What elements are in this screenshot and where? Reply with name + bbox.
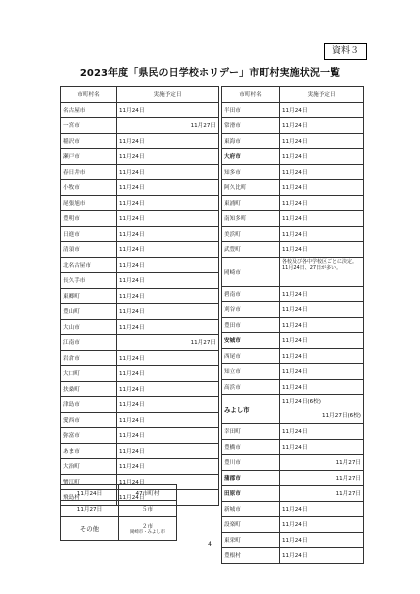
table-row xyxy=(61,443,219,459)
table-row xyxy=(61,133,219,149)
table-row xyxy=(222,486,364,502)
table-row xyxy=(222,149,364,165)
city-cell: 豊川市 xyxy=(222,455,280,471)
table-row xyxy=(222,226,364,242)
date-cell: 11月24日 xyxy=(117,412,219,428)
date-cell: 11月24日 xyxy=(280,149,364,165)
city-cell: 幸田町 xyxy=(222,424,280,440)
date-cell: 11月24日 xyxy=(280,317,364,333)
table-row xyxy=(222,164,364,180)
date-cell: 11月24日 xyxy=(117,350,219,366)
table-row xyxy=(61,226,219,242)
summary-note: 岡崎市・みよし市 xyxy=(129,530,166,535)
table-row xyxy=(222,195,364,211)
date-cell: 11月24日 xyxy=(280,379,364,395)
date-cell: 11月24日 xyxy=(280,532,364,548)
summary-label: その他 xyxy=(61,517,119,541)
city-cell: 安城市 xyxy=(222,333,280,349)
date-cell: 11月24日 xyxy=(117,381,219,397)
page-title: 2023年度「県民の日学校ホリデー」市町村実施状況一覧 xyxy=(79,68,341,79)
table-row xyxy=(61,195,219,211)
city-cell: 西尾市 xyxy=(222,348,280,364)
date-cell: 11月24日 xyxy=(117,195,219,211)
date-cell: 11月24日 xyxy=(117,211,219,227)
date-cell: 11月24日 xyxy=(117,242,219,258)
city-cell: 南知多町 xyxy=(222,211,280,227)
city-cell: 一宮市 xyxy=(61,118,117,134)
date-cell: 11月27日 xyxy=(280,470,364,486)
table-row xyxy=(61,273,219,289)
table-row xyxy=(222,364,364,380)
date-cell: 11月24日 xyxy=(280,211,364,227)
summary-row xyxy=(61,501,177,517)
date-cell: 11月24日 xyxy=(117,257,219,273)
date-cell: 11月24日 xyxy=(117,102,219,118)
table-row xyxy=(222,439,364,455)
summary-row xyxy=(61,517,177,541)
table-row xyxy=(61,428,219,444)
city-cell: 春日井市 xyxy=(61,164,117,180)
date-cell: 11月24日 xyxy=(117,164,219,180)
city-cell: 小牧市 xyxy=(61,180,117,196)
table-row xyxy=(222,455,364,471)
date-cell: 11月24日 xyxy=(280,333,364,349)
table-row xyxy=(61,397,219,413)
left-date-header: 実施予定日 xyxy=(117,87,219,103)
date-cell: 11月24日 xyxy=(117,304,219,320)
table-row xyxy=(222,348,364,364)
date-cell: 11月24日 xyxy=(117,443,219,459)
city-cell: 岡崎市 xyxy=(222,257,280,286)
date-cell: 11月24日 xyxy=(280,226,364,242)
right-schedule-table xyxy=(221,86,364,564)
table-row xyxy=(61,459,219,475)
date-cell: 11月24日 xyxy=(280,180,364,196)
city-cell: 武豊町 xyxy=(222,242,280,258)
date-cell: 11月24日 xyxy=(280,364,364,380)
city-cell: 高浜市 xyxy=(222,379,280,395)
table-row xyxy=(222,118,364,134)
city-cell: 豊山町 xyxy=(61,304,117,320)
table-row xyxy=(222,211,364,227)
table-row xyxy=(222,333,364,349)
date-cell: 11月24日 xyxy=(280,501,364,517)
city-cell: 江南市 xyxy=(61,335,117,351)
date-cell: 11月24日 xyxy=(280,242,364,258)
city-cell: 稲沢市 xyxy=(61,133,117,149)
city-cell: 尾張旭市 xyxy=(61,195,117,211)
date-cell: 11月27日 xyxy=(117,118,219,134)
table-row xyxy=(61,366,219,382)
date-cell: 11月24日 xyxy=(280,348,364,364)
city-cell: 豊明市 xyxy=(61,211,117,227)
date-note-cell: 各校及び各中学校区ごとに決定。11月24日、27日が多い。 xyxy=(280,257,364,286)
date-cell: 11月27日 xyxy=(280,486,364,502)
city-cell: 半田市 xyxy=(222,102,280,118)
city-cell: 長久手市 xyxy=(61,273,117,289)
date-cell: 11月24日 xyxy=(280,286,364,302)
city-cell: 豊田市 xyxy=(222,317,280,333)
summary-label: 11月24日 xyxy=(61,485,119,501)
table-row xyxy=(61,242,219,258)
table-row xyxy=(61,412,219,428)
table-row xyxy=(61,102,219,118)
table-row xyxy=(61,118,219,134)
date-cell: 11月24日 xyxy=(117,319,219,335)
date-cell: 11月24日 xyxy=(117,226,219,242)
city-cell: 東浦町 xyxy=(222,195,280,211)
split-date-cell xyxy=(280,395,364,424)
city-cell: 豊橋市 xyxy=(222,439,280,455)
summary-value-cell xyxy=(119,517,177,541)
table-row xyxy=(61,211,219,227)
summary-value: 47市町村 xyxy=(119,485,177,501)
table-row xyxy=(61,319,219,335)
table-row xyxy=(61,180,219,196)
date-cell: 11月24日 xyxy=(280,164,364,180)
date-cell: 11月24日 xyxy=(280,195,364,211)
table-row xyxy=(61,335,219,351)
date-cell: 11月24日 xyxy=(280,133,364,149)
city-cell: 東郷町 xyxy=(61,288,117,304)
date-cell: 11月24日 xyxy=(280,517,364,533)
city-cell: あま市 xyxy=(61,443,117,459)
table-row xyxy=(222,424,364,440)
table-row xyxy=(222,548,364,564)
date-cell: 11月24日 xyxy=(280,439,364,455)
city-cell: 豊根村 xyxy=(222,548,280,564)
city-cell: 津島市 xyxy=(61,397,117,413)
date-cell: 11月24日 xyxy=(280,548,364,564)
city-cell: みよし市 xyxy=(222,395,280,424)
city-cell: 蟹江町 xyxy=(61,474,117,490)
city-cell: 新城市 xyxy=(222,501,280,517)
table-row xyxy=(61,381,219,397)
city-cell: 岩倉市 xyxy=(61,350,117,366)
table-row xyxy=(222,517,364,533)
table-row xyxy=(222,395,364,424)
city-cell: 知立市 xyxy=(222,364,280,380)
summary-row xyxy=(61,485,177,501)
table-row xyxy=(222,133,364,149)
right-date-header: 実施予定日 xyxy=(280,87,364,103)
left-city-header: 市町村名 xyxy=(61,87,117,103)
table-row xyxy=(222,286,364,302)
date-cell: 11月24日 xyxy=(117,474,219,490)
date-cell: 11月24日 xyxy=(117,366,219,382)
summary-value: ５市 xyxy=(119,501,177,517)
table-row xyxy=(222,379,364,395)
date-cell: 11月24日 xyxy=(117,288,219,304)
city-cell: 大府市 xyxy=(222,149,280,165)
city-cell: 清須市 xyxy=(61,242,117,258)
page-number: 4 xyxy=(208,541,212,548)
date-cell: 11月24日 xyxy=(117,490,219,506)
date-cell: 11月27日 xyxy=(117,335,219,351)
date-cell: 11月24日 xyxy=(117,428,219,444)
table-row xyxy=(222,302,364,318)
table-row xyxy=(61,257,219,273)
city-cell: 常滑市 xyxy=(222,118,280,134)
table-row xyxy=(222,470,364,486)
date-cell: 11月24日 xyxy=(280,102,364,118)
city-cell: 碧南市 xyxy=(222,286,280,302)
city-cell: 大山市 xyxy=(61,319,117,335)
table-row xyxy=(61,350,219,366)
table-row xyxy=(222,501,364,517)
date-cell: 11月24日 xyxy=(117,459,219,475)
date-cell: 11月24日 xyxy=(280,118,364,134)
date-cell: 11月24日 xyxy=(117,133,219,149)
table-row xyxy=(222,180,364,196)
date-cell: 11月24日 xyxy=(117,149,219,165)
right-city-header: 市町村名 xyxy=(222,87,280,103)
city-cell: 名古屋市 xyxy=(61,102,117,118)
city-cell: 大治町 xyxy=(61,459,117,475)
table-row xyxy=(61,288,219,304)
city-cell: 阿久比町 xyxy=(222,180,280,196)
city-cell: 知多市 xyxy=(222,164,280,180)
city-cell: 愛西市 xyxy=(61,412,117,428)
table-row xyxy=(222,257,364,286)
document-tag: 資料３ xyxy=(324,43,367,60)
city-cell: 刈谷市 xyxy=(222,302,280,318)
table-row xyxy=(222,317,364,333)
date-cell: 11月24日 xyxy=(280,302,364,318)
city-cell: 美浜町 xyxy=(222,226,280,242)
city-cell: 東海市 xyxy=(222,133,280,149)
city-cell: 東栄町 xyxy=(222,532,280,548)
summary-value: ２市 xyxy=(141,524,154,530)
table-row xyxy=(61,149,219,165)
date-line-2: 11月27日(6校) xyxy=(322,413,361,419)
city-cell: 日進市 xyxy=(61,226,117,242)
city-cell: 弥富市 xyxy=(61,428,117,444)
date-cell: 11月24日 xyxy=(117,397,219,413)
city-cell: 蒲郡市 xyxy=(222,470,280,486)
city-cell: 飛島村 xyxy=(61,490,117,506)
city-cell: 瀬戸市 xyxy=(61,149,117,165)
date-cell: 11月24日 xyxy=(117,273,219,289)
city-cell: 設楽町 xyxy=(222,517,280,533)
table-row xyxy=(61,304,219,320)
table-row xyxy=(61,164,219,180)
summary-label: 11月27日 xyxy=(61,501,119,517)
city-cell: 扶桑町 xyxy=(61,381,117,397)
table-row xyxy=(222,242,364,258)
date-cell: 11月27日 xyxy=(280,455,364,471)
summary-table xyxy=(60,484,177,541)
date-cell: 11月24日 xyxy=(117,180,219,196)
table-row xyxy=(222,102,364,118)
city-cell: 大口町 xyxy=(61,366,117,382)
city-cell: 田原市 xyxy=(222,486,280,502)
date-cell: 11月24日 xyxy=(280,424,364,440)
city-cell: 北名古屋市 xyxy=(61,257,117,273)
date-line-1: 11月24日(6校) xyxy=(282,399,321,405)
left-schedule-table xyxy=(60,86,219,506)
